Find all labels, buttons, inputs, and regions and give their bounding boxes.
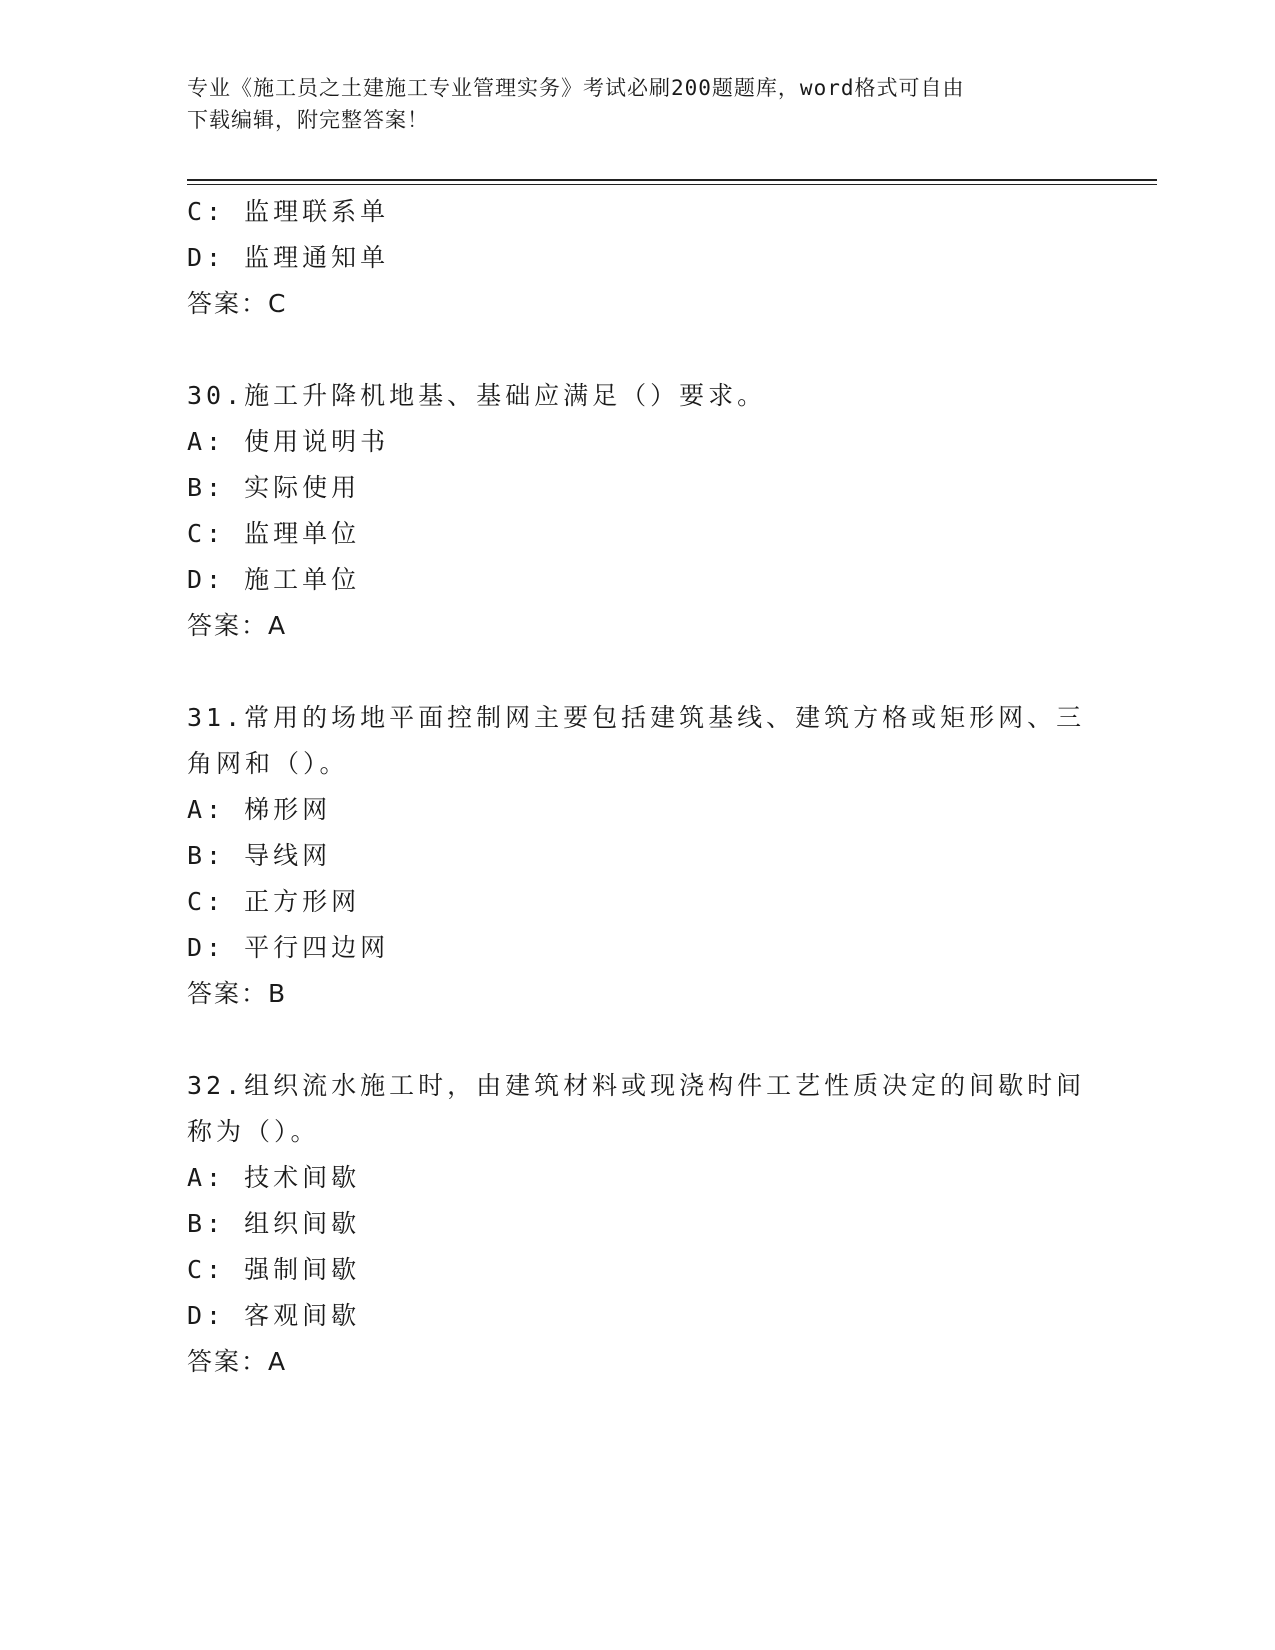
answer-line: 答案：A (187, 1347, 288, 1376)
option-a: A: 技术间歇 (187, 1163, 361, 1192)
question-stem-line-2: 称为（）。 (187, 1117, 320, 1146)
document-content (187, 189, 1087, 1385)
option-d: D: 监理通知单 (187, 243, 390, 272)
answer-line: 答案：C (187, 289, 288, 318)
option-c: C: 正方形网 (187, 887, 361, 916)
option-a: A: 使用说明书 (187, 427, 390, 456)
question-stem: 30.施工升降机地基、基础应满足（）要求。 (187, 381, 767, 410)
answer-line: 答案：B (187, 979, 288, 1008)
answer-line: 答案：A (187, 611, 288, 640)
header-title-line-2: 下载编辑，附完整答案！ (187, 108, 429, 132)
option-d: D: 平行四边网 (187, 933, 390, 962)
option-a: A: 梯形网 (187, 795, 332, 824)
header-title-line-1: 专业《施工员之土建施工专业管理实务》考试必刷200题题库，word格式可自由 (187, 76, 965, 100)
spacer (187, 327, 1087, 373)
question-block-32 (187, 1063, 1087, 1385)
question-block-29 (187, 189, 1087, 327)
option-c: C: 监理联系单 (187, 197, 390, 226)
question-stem-line-2: 角网和（）。 (187, 749, 349, 778)
question-block-30 (187, 373, 1087, 649)
option-d: D: 施工单位 (187, 565, 361, 594)
header-rule-thick (187, 179, 1157, 181)
option-b: B: 导线网 (187, 841, 332, 870)
header-rule-thin (187, 184, 1157, 185)
spacer (187, 1017, 1087, 1063)
question-block-31 (187, 695, 1087, 1017)
question-stem-line-1: 31.常用的场地平面控制网主要包括建筑基线、建筑方格或矩形网、三 (187, 703, 1086, 732)
spacer (187, 649, 1087, 695)
document-header (187, 72, 1087, 136)
question-stem-line-1: 32.组织流水施工时，由建筑材料或现浇构件工艺性质决定的间歇时间 (187, 1071, 1086, 1100)
option-c: C: 强制间歇 (187, 1255, 361, 1284)
option-c: C: 监理单位 (187, 519, 361, 548)
option-d: D: 客观间歇 (187, 1301, 361, 1330)
option-b: B: 实际使用 (187, 473, 361, 502)
option-b: B: 组织间歇 (187, 1209, 361, 1238)
